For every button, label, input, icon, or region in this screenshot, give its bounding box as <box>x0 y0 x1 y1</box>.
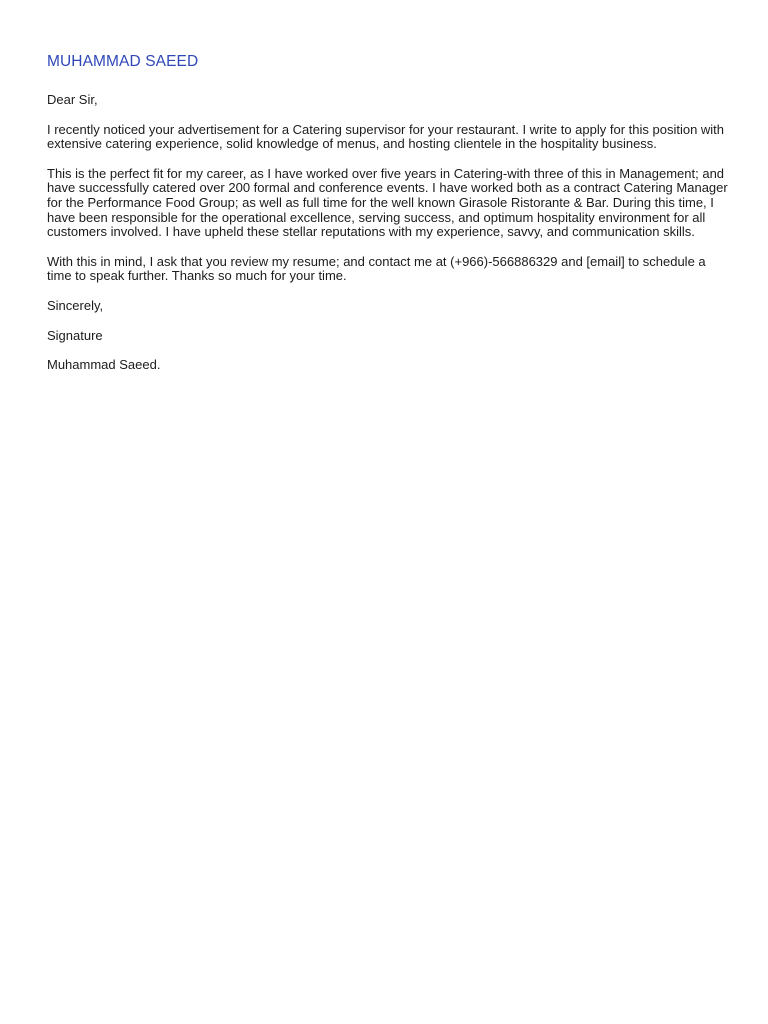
body-paragraph-experience: This is the perfect fit for my career, as I have worked over five years in Catering-with three of this in Management; and have successfully catered over 200 formal and conference events. I have worked both as a contract Catering Manager for the Performance Food Group; as well as full time for the well known Girasole Ristorante & Bar. During this time, I have been responsible for the operational excellence, serving success, and optimum hospitality environment for all customers involved. I have upheld these stellar reputations with my experience, savvy, and communication skills. <box>47 165 728 240</box>
sender-name-heading: MUHAMMAD SAEED <box>47 53 199 70</box>
body-paragraph-contact: With this in mind, I ask that you review my resume; and contact me at (+966)-566886329 and [email] to schedule a time to speak further. Thanks so much for your time. <box>47 253 706 284</box>
salutation: Dear Sir, <box>47 92 98 107</box>
signer-name: Muhammad Saeed. <box>47 357 161 373</box>
body-paragraph-intro: I recently noticed your advertisement for a Catering supervisor for your restaurant. I write to apply for this position with extensive catering experience, solid knowledge of menus, and hosting clientele in the hospitality business. <box>47 121 725 152</box>
closing: Sincerely, <box>47 297 104 313</box>
signature-placeholder: Signature <box>47 327 103 343</box>
cover-letter <box>47 52 731 373</box>
